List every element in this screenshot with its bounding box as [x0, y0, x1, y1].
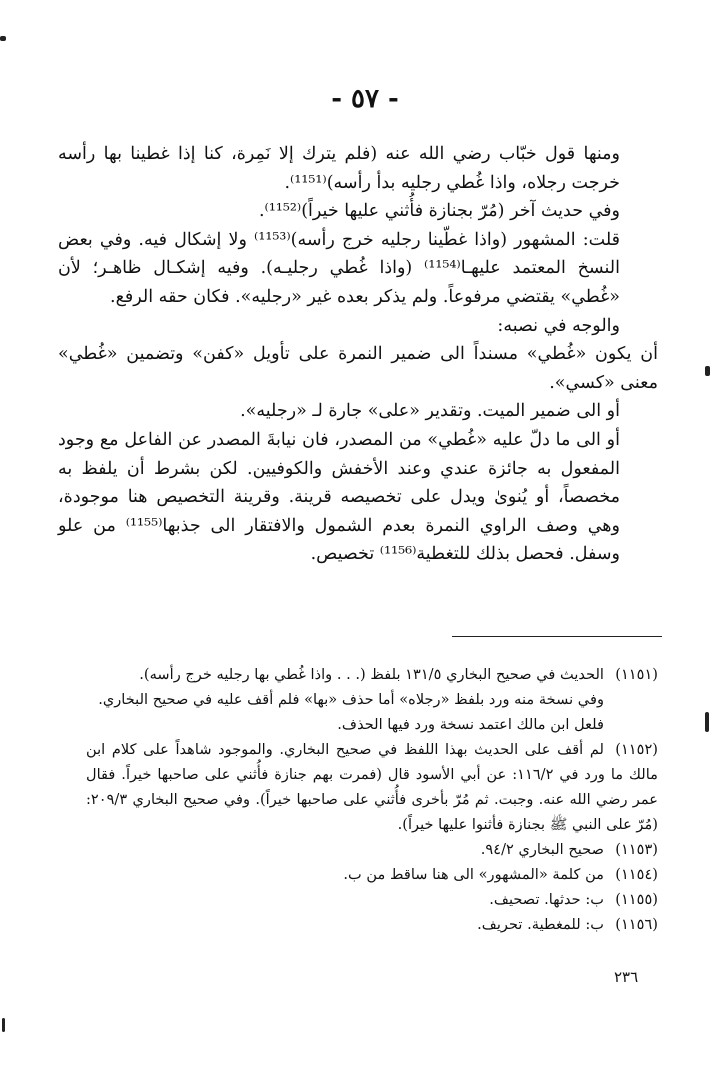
- footnote-1152: [86, 737, 658, 837]
- footnote-divider: [452, 636, 662, 637]
- footnote-line: فلعل ابن مالك اعتمد نسخة ورد فيها الحذف.: [337, 716, 604, 733]
- footnote-line: من كلمة «المشهور» الى هنا ساقط من ب.: [343, 866, 604, 883]
- paragraph-option-2: أو الى ضمير الميت. وتقدير «على» جارة لـ «رجليه».: [240, 401, 620, 422]
- main-text: [58, 140, 658, 569]
- paragraph-qultu: قلت: المشهور (واذا غطّينا رجليه خرج رأسه)⁽¹¹⁵³⁾ ولا إشكال فيه. وفي بعض النسخ المعتمد عليهـا⁽¹¹⁵⁴⁾ (واذا غُطي رجليـه). وفيه إشكـال ظاهـر؛ لأن «غُطي» يقتضي مرفوعاً. ولم يذكر بعده غير «رجليه». فكان حقه الرفع.: [58, 229, 620, 307]
- scan-edge-mark: [705, 366, 710, 376]
- scan-edge-mark: [705, 712, 709, 732]
- footnote-1156: [86, 912, 658, 937]
- footnote-number: (١١٥٦): [615, 916, 658, 933]
- footnote-line: ب: حدثها. تصحيف.: [489, 891, 604, 908]
- paragraph-wajh: والوجه في نصبه:: [497, 315, 620, 336]
- paragraph-option-1: أن يكون «غُطي» مسنداً الى ضمير النمرة على تأويل «كفن» وتضمين «غُطي» معنى «كسي».: [58, 344, 658, 393]
- footnote-number: (١١٥٢): [615, 741, 658, 758]
- paragraph-option-3: أو الى ما دلّ عليه «غُطي» من المصدر، فان نيابةَ المصدر عن الفاعل مع وجود المفعول به جائزة عندي وعند الأخفش والكوفيين. لكن بشرط أن يلفظ به مخصصاً، أو يُنوىٰ ويدل على تخصيصه قرينة. وقرينة التخصيص هنا موجودة، وهي وصف الراوي النمرة بعدم الشمول والافتقار الى جذبها⁽¹¹⁵⁵⁾ من علو وسفل. فحصل بذلك للتغطية⁽¹¹⁵⁶⁾ تخصيص.: [58, 429, 620, 565]
- footer-page-number: ٢٣٦: [614, 968, 639, 986]
- footnote-1151: [86, 662, 658, 737]
- paragraph-hadith-khabbab: ومنها قول خبّاب رضي الله عنه (فلم يترك إلا نَمِرة، كنا إذا غطينا بها رأسه خرجت رجلاه، واذا غُطي رجليه بدأ رأسه)⁽¹¹⁵¹⁾.: [58, 144, 620, 193]
- footnote-number: (١١٥١): [615, 666, 658, 683]
- footnote-1155: [86, 887, 658, 912]
- page-number: - ٥٧ -: [331, 84, 399, 114]
- footnote-1153: [86, 837, 658, 862]
- footnote-line: وفي نسخة منه ورد بلفظ «رجلاه» أما حذف «بها» فلم أقف عليه في صحيح البخاري.: [98, 691, 604, 708]
- footnote-number: (١١٥٤): [615, 866, 658, 883]
- footnote-number: (١١٥٣): [615, 841, 658, 858]
- scan-edge-mark: [2, 1018, 5, 1032]
- footnote-line: الحديث في صحيح البخاري ١٣١/٥ بلفظ (. . . واذا غُطي بها رجليه خرج رأسه).: [139, 666, 604, 683]
- footnote-number: (١١٥٥): [615, 891, 658, 908]
- scan-edge-mark: [0, 36, 6, 41]
- paragraph-hadith-janaza: وفي حديث آخر (مُرّ بجنازة فأُثني عليها خيراً)⁽¹¹⁵²⁾.: [258, 201, 620, 222]
- footnote-line: ب: للمغطية. تحريف.: [477, 916, 604, 933]
- footnote-1154: [86, 862, 658, 887]
- footnote-line: لم أقف على الحديث بهذا اللفظ في صحيح البخاري. والموجود شاهداً على كلام ابن مالك ما ورد في ١١٦/٢: عن أبي الأسود قال (فمرت بهم جنازة فأُثني على صاحبها خيراً. فقال عمر رضي الله عنه. وجبت. ثم مُرّ بأخرى فأُثني على صاحبها خيراً). وفي صحيح البخاري ٢٠٩/٣: (مُرّ على النبي ﷺ بجنازة فأثنوا عليها خيراً).: [86, 741, 658, 833]
- footnote-line: صحيح البخاري ٩٤/٢.: [480, 841, 604, 858]
- footnotes: [86, 662, 658, 937]
